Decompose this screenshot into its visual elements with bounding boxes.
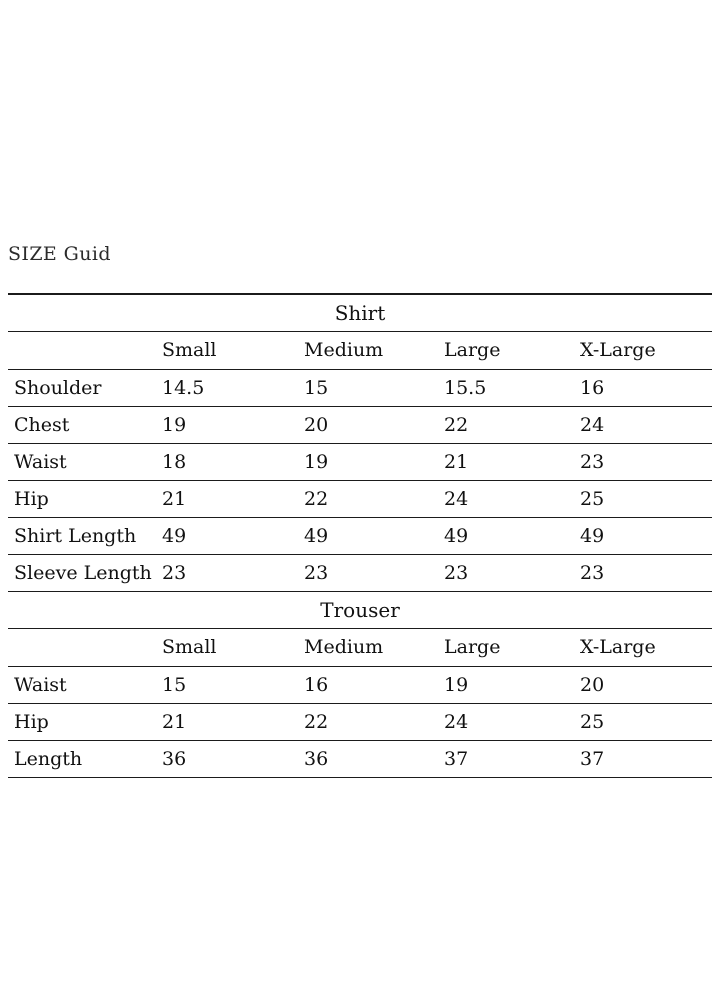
cell-sleeve-length-small: 23: [156, 555, 298, 592]
page-title: SIZE Guid: [8, 243, 111, 265]
row-label-hip: Hip: [8, 481, 156, 518]
shirt-section-header-row: [8, 295, 712, 332]
trouser-size-table: [8, 592, 712, 778]
row-label-shirt-length: Shirt Length: [8, 518, 156, 555]
section-title-shirt: Shirt: [8, 295, 712, 332]
cell-sleeve-length-xlarge: 23: [574, 555, 712, 592]
column-header-medium: Medium: [298, 332, 438, 370]
column-header-small: Small: [156, 332, 298, 370]
cell-trouser-waist-small: 15: [156, 667, 298, 704]
cell-chest-xlarge: 24: [574, 407, 712, 444]
cell-hip-medium: 22: [298, 481, 438, 518]
cell-shirt-length-xlarge: 49: [574, 518, 712, 555]
cell-trouser-length-large: 37: [438, 741, 574, 778]
cell-sleeve-length-large: 23: [438, 555, 574, 592]
cell-shirt-length-small: 49: [156, 518, 298, 555]
cell-trouser-hip-xlarge: 25: [574, 704, 712, 741]
cell-waist-medium: 19: [298, 444, 438, 481]
trouser-section-header-row: [8, 592, 712, 629]
column-header-large: Large: [438, 332, 574, 370]
column-header-medium: Medium: [298, 629, 438, 667]
column-header-blank: [8, 332, 156, 370]
cell-waist-xlarge: 23: [574, 444, 712, 481]
cell-hip-xlarge: 25: [574, 481, 712, 518]
table-row: [8, 481, 712, 518]
row-label-shoulder: Shoulder: [8, 370, 156, 407]
table-row: [8, 667, 712, 704]
cell-trouser-waist-xlarge: 20: [574, 667, 712, 704]
table-row: [8, 370, 712, 407]
shirt-size-table: [8, 293, 712, 592]
table-row: [8, 518, 712, 555]
shirt-column-header-row: [8, 332, 712, 370]
cell-waist-small: 18: [156, 444, 298, 481]
cell-shoulder-large: 15.5: [438, 370, 574, 407]
trouser-column-header-row: [8, 629, 712, 667]
table-row: [8, 741, 712, 778]
cell-chest-medium: 20: [298, 407, 438, 444]
cell-trouser-length-xlarge: 37: [574, 741, 712, 778]
cell-trouser-hip-medium: 22: [298, 704, 438, 741]
cell-waist-large: 21: [438, 444, 574, 481]
row-label-chest: Chest: [8, 407, 156, 444]
cell-shoulder-medium: 15: [298, 370, 438, 407]
row-label-sleeve-length: Sleeve Length: [8, 555, 156, 592]
table-row: [8, 407, 712, 444]
cell-sleeve-length-medium: 23: [298, 555, 438, 592]
column-header-xlarge: X-Large: [574, 629, 712, 667]
cell-hip-large: 24: [438, 481, 574, 518]
table-row: [8, 704, 712, 741]
cell-shirt-length-medium: 49: [298, 518, 438, 555]
cell-trouser-length-small: 36: [156, 741, 298, 778]
column-header-small: Small: [156, 629, 298, 667]
cell-shirt-length-large: 49: [438, 518, 574, 555]
cell-trouser-hip-small: 21: [156, 704, 298, 741]
cell-trouser-length-medium: 36: [298, 741, 438, 778]
column-header-blank: [8, 629, 156, 667]
row-label-waist: Waist: [8, 444, 156, 481]
cell-hip-small: 21: [156, 481, 298, 518]
cell-chest-small: 19: [156, 407, 298, 444]
cell-shoulder-small: 14.5: [156, 370, 298, 407]
column-header-large: Large: [438, 629, 574, 667]
row-label-trouser-hip: Hip: [8, 704, 156, 741]
row-label-trouser-waist: Waist: [8, 667, 156, 704]
cell-shoulder-xlarge: 16: [574, 370, 712, 407]
cell-trouser-waist-large: 19: [438, 667, 574, 704]
size-tables-container: [8, 293, 712, 778]
section-title-trouser: Trouser: [8, 592, 712, 629]
cell-trouser-waist-medium: 16: [298, 667, 438, 704]
row-label-trouser-length: Length: [8, 741, 156, 778]
cell-chest-large: 22: [438, 407, 574, 444]
cell-trouser-hip-large: 24: [438, 704, 574, 741]
table-row: [8, 444, 712, 481]
table-row: [8, 555, 712, 592]
column-header-xlarge: X-Large: [574, 332, 712, 370]
